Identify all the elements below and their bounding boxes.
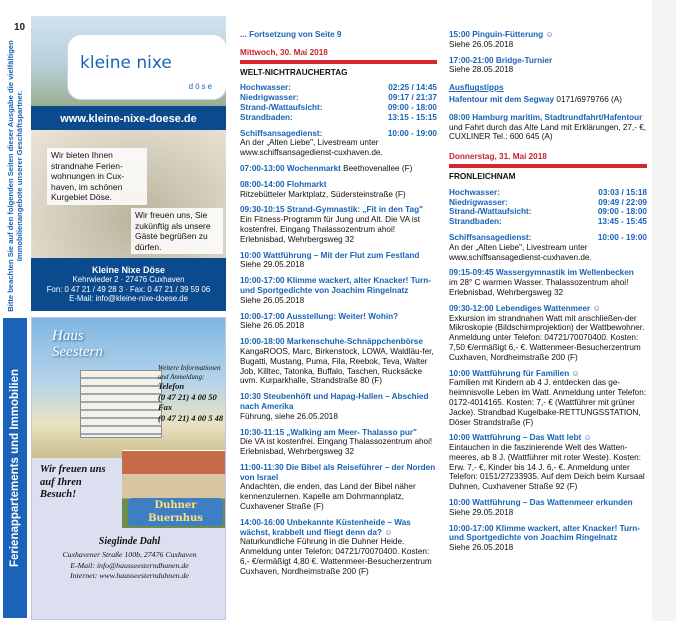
- contact-address: Cuxhavener Straße 100b, 27476 Cuxhaven: [62, 550, 197, 559]
- vertical-note: [2, 40, 28, 312]
- event-entry: 09:30-12:00 Lebendiges Wattenmeer ☺ Exkursion im strandnahen Watt mit anschließen-der Mikroskopie (Bildschirmprojektion) der Wattbewohner. Anmeldung unter Telefon: 04721/70070400. Kosten: 7,50 €/ermäßigt 6,- €. Wattenmeer-Besucherzentrum Cuxhaven, Nordheimstraße 200 (F): [449, 303, 645, 362]
- event-entry: 17:00-21:00 Bridge-Turnier Siehe 28.05.2018: [449, 55, 553, 75]
- tel-value: (0 47 21) 4 00 50: [158, 391, 217, 402]
- contact-name: Sieglinde Dahl: [98, 536, 161, 547]
- ad1-header-photo: [31, 16, 226, 106]
- ausflug-entry: 08:00 Hamburg maritim, Stadtrundfahrt/Hafentour und Fahrt durch das Alte Land mit Erklärungen, 27,- €, CUXLINER Tel.: 600 645 (A): [449, 112, 647, 142]
- event-entry: 10:30-11:15 „Walking am Meer- Thalasso pur" Die VA ist kostenfrei. Eingang Thalassozentrum ahoi! Erlebnisbad, Wehrbergsweg 32: [240, 427, 433, 457]
- ad1-text-2: Wir freuen uns, Sie zukünftig als unsere Gäste begrüßen zu dürfen.: [131, 208, 223, 254]
- contact-email[interactable]: E-Mail: info@hausseesterndhunen.de: [70, 560, 189, 570]
- event-entry: 10:00-17:00 Klimme wackert, alter Knacker! Turn- und Sportgedichte von Joachim Ringelnatz Siehe 26.05.2018: [449, 523, 640, 553]
- logo-line-2: Seestern: [52, 344, 103, 360]
- contact-web[interactable]: Internet: www.hausseesternduhnen.de: [70, 571, 189, 580]
- welcome-text: Wir freuen uns auf Ihren Besuch!: [40, 464, 106, 500]
- event-entry: 10:00 Wattführung – Mit der Flut zum Festland Siehe 29.05.2018: [240, 250, 420, 270]
- ad-kleine-nixe[interactable]: [31, 16, 226, 311]
- day-subtitle: FRONLEICHNAM: [449, 171, 516, 181]
- event-entry: 10:30 Steubenhöft und Hapag-Hallen – Abschied nach Amerika Führung, siehe 26.05.2018: [240, 392, 429, 421]
- ad1-contact: [31, 258, 226, 311]
- event-entry: 15:00 Pinguin-Fütterung ☺ Siehe 26.05.2018: [449, 30, 554, 49]
- ad2-contact: [32, 536, 226, 582]
- page-number: 10: [14, 22, 26, 33]
- schiff-entry: Schiffsansagedienst: 10:00 - 19:00 An der „Alten Liebe", Livestream unter www.schiffsansagedienst-cuxhaven.de.: [240, 128, 437, 158]
- event-entry: 14:00-16:00 Unbekannte Küstenheide – Was wächst, krabbelt und fliegt denn da? ☺ Naturkundliche Führung in die Duhner Heide. Anmeldung unter Telefon: 04721/70070400. Kosten: 6,- €/ermäßigt 4,80 €. Wattenmeer-Besucherzentrum Cuxhaven, Nordheimstraße 200 (F): [240, 517, 432, 576]
- logo-line-1: Haus: [52, 328, 84, 344]
- tide-row: Strand-/Wattaufsicht: 09:00 - 18:00: [240, 102, 437, 112]
- building-photo: [80, 370, 162, 438]
- tide-row: Hochwasser: 02:25 / 14:45: [240, 83, 437, 93]
- kleine-nixe-logo: [67, 34, 226, 100]
- fax-value: (0 47 21) 4 00 5 48: [158, 412, 224, 423]
- tide-table: [240, 83, 437, 122]
- right-margin-strip: [652, 0, 676, 621]
- events-column-1: [240, 30, 437, 583]
- logo-word-2: nixe: [136, 53, 172, 73]
- tide-table: [449, 188, 647, 227]
- event-entry: 10:00-17:00 Klimme wackert, alter Knacker! Turn- und Sportgedichte von Joachim Ringelnatz Siehe 26.05.2018: [240, 276, 431, 305]
- event-entry: 11:00-11:30 Die Bibel als Reiseführer – der Norden von Israel Andachten, die enden, das Land der Bibel näher kennenzulernen. Kapelle am Dohrmannplatz, Cuxhavener Straße (F): [240, 462, 436, 512]
- ad1-email[interactable]: E-Mail: info@kleine-nixe-doese.de: [69, 294, 188, 303]
- ad1-photo-area: [31, 130, 226, 258]
- day-subtitle: WELT-NICHTRAUCHERTAG: [240, 67, 348, 77]
- section-bar-text: Ferienappartements und Immobilien: [9, 368, 21, 568]
- logo-sub: döse: [188, 82, 214, 91]
- day-heading: Donnerstag, 31. Mai 2018: [449, 152, 647, 168]
- fax-label: Fax: [158, 402, 173, 413]
- logo-word-1: kleine: [80, 53, 131, 73]
- dune-line-2: Buernhus: [148, 513, 203, 524]
- ad2-info: [158, 364, 226, 424]
- event-entry: 10:00-18:00 Markenschuhe-Schnäppchenbörse KangaROOS, Marc, Birkenstock, LOWA, Waldläu-fer, Bugatti, Mustang, Puma, Fila, Reebok, Teva, Walter Job, Killtec, Tatonka, Buffalo, Taschen, Rucksäcke uvm. Kurparkhalle, Strandstraße 80 (F): [240, 337, 434, 386]
- ausflug-entry: Hafentour mit dem Segway 0171/6979766 (A): [449, 94, 622, 104]
- ad1-url-link[interactable]: www.kleine-nixe-doese.de: [31, 108, 226, 130]
- events-column-2: [449, 30, 647, 559]
- event-entry: 09:30-10:15 Strand-Gymnastik: „Fit in den Tag" Ein Fitness-Programm für Jung und Alt. Die VA ist kostenfrei. Eingang Thalassozentrum ahoi! Erlebnisbad, Wehrbergsweg 32: [240, 205, 423, 244]
- event-entry: 07:00-13:00 Wochenmarkt Beethovenallee (F): [240, 163, 413, 173]
- section-bar: [3, 318, 27, 618]
- continued-note: ... Fortsetzung von Seite 9: [240, 30, 342, 39]
- ausflug-heading: Ausflugstipps: [449, 83, 504, 93]
- ad1-name: Kleine Nixe Döse: [91, 265, 166, 275]
- ad2-header-photo: [32, 318, 226, 458]
- ad1-address: Kehrwieder 2 · 27476 Cuxhaven: [72, 275, 185, 284]
- tel-label: Telefon: [158, 381, 185, 392]
- dune-line-1: Duhner: [154, 500, 197, 511]
- ad1-phone: Fon: 0 47 21 / 49 28 3 · Fax: 0 47 21 / 39 59 06: [46, 284, 211, 294]
- tide-row: Niedrigwasser: 09:17 / 21:37: [240, 93, 437, 103]
- schiff-entry: Schiffsansagedienst: 10:00 - 19:00 An der „Alten Liebe", Livestream unter www.schiffsansagedienst-cuxhaven.de.: [449, 232, 647, 262]
- tide-row: Hochwasser: 03:03 / 15:18: [449, 187, 647, 197]
- ad-haus-seestern[interactable]: [31, 317, 226, 620]
- ad1-text-1: Wir bieten Ihnen strandnahe Ferien-wohnungen in Cux-haven, im schönen Kurgebiet Döse.: [47, 148, 147, 205]
- tide-row: Strand-/Wattaufsicht: 09:00 - 18:00: [449, 207, 647, 217]
- tide-row: Niedrigwasser: 09:49 / 22:09: [449, 197, 647, 207]
- event-entry: 08:00-14:00 Flohmarkt Ritzebütteler Marktplatz, Südersteinstraße (F): [240, 179, 406, 199]
- event-entry: 10:00-17:00 Ausstellung: Weiter! Wohin? Siehe 26.05.2018: [240, 311, 399, 331]
- tide-row: Strandbaden: 13:45 - 15:45: [449, 217, 647, 227]
- info-head: Weitere Informationen und Anmeldung:: [158, 364, 221, 381]
- duhner-buernhus-logo: [128, 498, 223, 526]
- haus-seestern-logo: [52, 328, 103, 360]
- tide-row: Strandbaden: 13:15 - 15:15: [240, 112, 437, 122]
- event-entry: 10:00 Wattführung für Familien ☺ Familien mit Kindern ab 4 J. entdecken das ge-heimnisvolle Leben im Watt. Anmeldung unter Telefon: 0172-4014165. Kosten: 7,- € (Wattführer mit grüner Jacke). Strandbad Kugelbake-RETTUNGSSTATION, Döser Strandstraße (F): [449, 368, 647, 427]
- day-heading: Mittwoch, 30. Mai 2018: [240, 48, 437, 64]
- vertical-note-text: Bitte beachten Sie auf den folgenden Seiten dieser Ausgabe die vielfältigen Immobilienangebote unserer Geschäftspartner.: [6, 40, 24, 312]
- event-entry: 09:15-09:45 Wassergymnastik im Wellenbecken im 28° C warmen Wasser. Thalassozentrum ahoi! Erlebnisbad, Wehrbergsweg 32: [449, 268, 634, 297]
- event-entry: 10:00 Wattführung – Das Wattenmeer erkunden Siehe 29.05.2018: [449, 498, 633, 517]
- event-entry: 10:00 Wattführung – Das Watt lebt ☺ Eintauchen in die faszinierende Welt des Watten-meeres, ab 8 J. (Wattführer mit roter Weste). Kosten: Erw. 7,- €, Kinder bis 14 J. 6,- €. Anmeldung unter Telefon: 0151/27233935. Auf dem Deich beim Kursaal Duhnen, Cuxhavener Straße 92 (F): [449, 433, 645, 492]
